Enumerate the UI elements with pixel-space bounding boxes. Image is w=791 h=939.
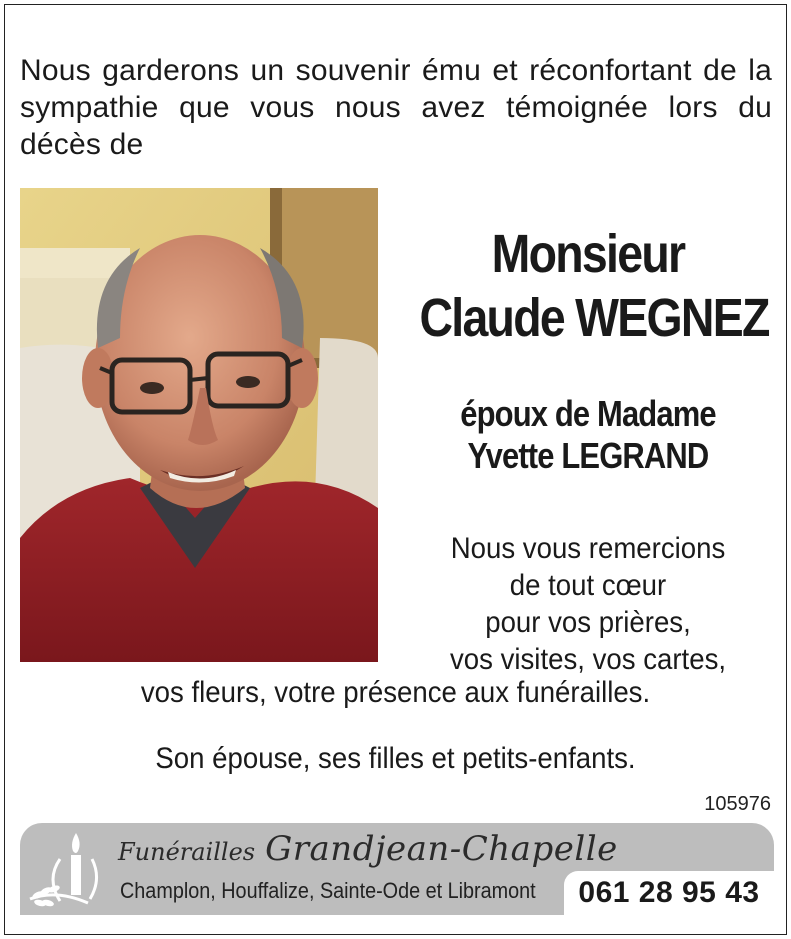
- family-signature-block: [0, 740, 791, 777]
- brand-prefix: Funérailles: [118, 838, 256, 866]
- deceased-full-name: Claude WEGNEZ: [419, 288, 769, 348]
- funeral-home-brand: [118, 829, 618, 869]
- funeral-home-locations: Champlon, Houffalize, Sainte-Ode et Libramont: [120, 878, 536, 903]
- spouse-block: [392, 393, 784, 477]
- spouse-line-2: Yvette LEGRAND: [467, 435, 709, 476]
- deceased-title: Monsieur: [491, 224, 685, 284]
- thanks-line: pour vos prières,: [485, 606, 691, 639]
- thanks-last-line-block: [0, 674, 791, 711]
- brand-name: Grandjean-Chapelle: [265, 829, 618, 869]
- spouse-line-1: époux de Madame: [460, 393, 716, 434]
- thanks-last-line: vos fleurs, votre présence aux funérailles.: [140, 676, 651, 709]
- thanks-line: de tout cœur: [509, 569, 667, 602]
- funeral-home-phone: 061 28 95 43: [564, 871, 774, 915]
- intro-text: Nous garderons un souvenir ému et réconfortant de la sympathie que vous nous avez témoignée lors du décès de: [20, 54, 772, 161]
- candle-wheat-icon: [26, 829, 104, 911]
- thanks-text: [398, 530, 778, 678]
- thanks-line: vos visites, vos cartes,: [449, 643, 727, 676]
- thanks-line: Nous vous remercions: [450, 532, 726, 565]
- deceased-name-block: [392, 222, 784, 350]
- family-signature: Son épouse, ses filles et petits-enfants.: [155, 742, 636, 775]
- funeral-home-footer: [20, 823, 774, 915]
- portrait-photo: [20, 188, 378, 662]
- reference-number: 105976: [704, 793, 771, 815]
